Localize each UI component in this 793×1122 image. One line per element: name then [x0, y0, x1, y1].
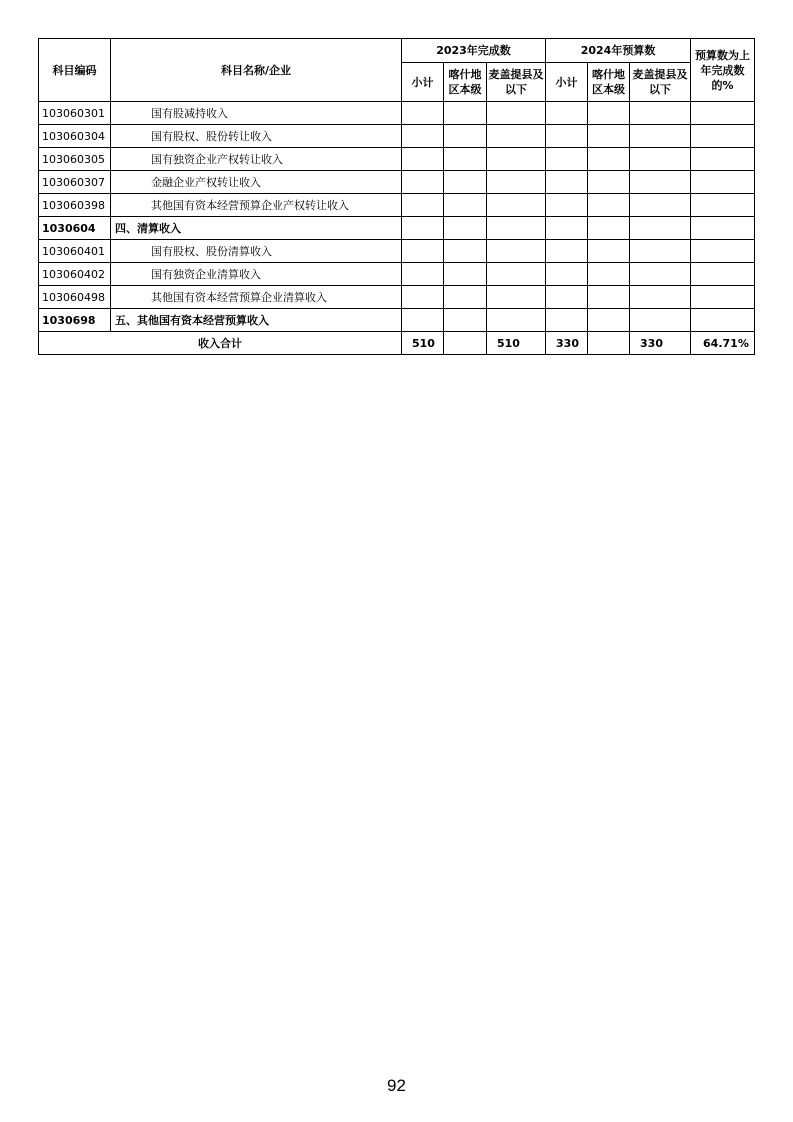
row-code: 1030604: [39, 217, 111, 240]
row-code: 1030698: [39, 309, 111, 332]
cell: [487, 309, 546, 332]
table-row: [39, 217, 755, 240]
table-row: [39, 240, 755, 263]
row-name: 四、清算收入: [111, 217, 402, 240]
cell: [402, 125, 444, 148]
header-code: 科目编码: [39, 39, 111, 102]
cell: [444, 309, 487, 332]
cell: [444, 194, 487, 217]
cell: [487, 125, 546, 148]
table-row: [39, 286, 755, 309]
table-row: [39, 309, 755, 332]
cell: [691, 217, 755, 240]
cell: [630, 286, 691, 309]
row-name: 其他国有资本经营预算企业产权转让收入: [111, 194, 402, 217]
cell: [691, 148, 755, 171]
row-code: 103060301: [39, 102, 111, 125]
cell: [630, 194, 691, 217]
cell: [444, 171, 487, 194]
row-code: 103060401: [39, 240, 111, 263]
cell: [588, 102, 630, 125]
cell: [487, 286, 546, 309]
cell: [588, 171, 630, 194]
row-name: 金融企业产权转让收入: [111, 171, 402, 194]
cell: [444, 240, 487, 263]
row-name: 国有独资企业清算收入: [111, 263, 402, 286]
cell: [630, 102, 691, 125]
header-2024-kashgar: 喀什地区本级: [588, 63, 630, 102]
cell: [588, 240, 630, 263]
cell: [402, 240, 444, 263]
cell: [487, 217, 546, 240]
cell: [588, 263, 630, 286]
header-2023-subtotal: 小计: [402, 63, 444, 102]
cell: [402, 102, 444, 125]
page-number: 92: [387, 1076, 406, 1095]
header-pct: 预算数为上年完成数的%: [691, 39, 755, 102]
cell: [444, 102, 487, 125]
row-name: 国有股权、股份清算收入: [111, 240, 402, 263]
cell: [402, 171, 444, 194]
header-2023-maigaiti: 麦盖提县及以下: [487, 63, 546, 102]
table-row: [39, 148, 755, 171]
budget-table: [38, 38, 755, 355]
row-code: 103060304: [39, 125, 111, 148]
header-name: 科目名称/企业: [111, 39, 402, 102]
cell: [588, 148, 630, 171]
row-name: 国有独资企业产权转让收入: [111, 148, 402, 171]
cell: [630, 171, 691, 194]
cell: [588, 286, 630, 309]
total-2024-subtotal: 330: [546, 332, 588, 355]
cell: [691, 102, 755, 125]
header-2024: 2024年预算数: [546, 39, 691, 63]
cell: [402, 148, 444, 171]
cell: [630, 240, 691, 263]
table-row: [39, 171, 755, 194]
cell: [588, 194, 630, 217]
cell: [444, 148, 487, 171]
cell: [444, 217, 487, 240]
cell: [444, 125, 487, 148]
cell: [402, 309, 444, 332]
cell: [691, 125, 755, 148]
cell: [444, 263, 487, 286]
total-2023-subtotal: 510: [402, 332, 444, 355]
cell: [630, 263, 691, 286]
row-name: 其他国有资本经营预算企业清算收入: [111, 286, 402, 309]
cell: [546, 102, 588, 125]
cell: [546, 309, 588, 332]
table-row: [39, 263, 755, 286]
header-2024-subtotal: 小计: [546, 63, 588, 102]
header-2023-kashgar: 喀什地区本级: [444, 63, 487, 102]
total-2023-maigaiti: 510: [487, 332, 546, 355]
row-name: 国有股减持收入: [111, 102, 402, 125]
cell: [546, 240, 588, 263]
header-2023: 2023年完成数: [402, 39, 546, 63]
total-row: [39, 332, 755, 355]
cell: [487, 102, 546, 125]
row-code: 103060305: [39, 148, 111, 171]
row-name: 五、其他国有资本经营预算收入: [111, 309, 402, 332]
cell: [546, 194, 588, 217]
row-name: 国有股权、股份转让收入: [111, 125, 402, 148]
row-code: 103060498: [39, 286, 111, 309]
table-row: [39, 102, 755, 125]
cell: [546, 125, 588, 148]
cell: [546, 217, 588, 240]
total-label: 收入合计: [39, 332, 402, 355]
cell: [630, 148, 691, 171]
cell: [402, 217, 444, 240]
cell: [546, 263, 588, 286]
cell: [487, 194, 546, 217]
cell: [691, 240, 755, 263]
cell: [630, 309, 691, 332]
cell: [691, 309, 755, 332]
cell: [691, 263, 755, 286]
cell: [487, 148, 546, 171]
cell: [588, 309, 630, 332]
total-2024-maigaiti: 330: [630, 332, 691, 355]
cell: [546, 171, 588, 194]
cell: [402, 263, 444, 286]
cell: [691, 286, 755, 309]
cell: [487, 171, 546, 194]
table-row: [39, 194, 755, 217]
total-2023-kashgar: [444, 332, 487, 355]
cell: [546, 148, 588, 171]
cell: [402, 286, 444, 309]
total-2024-kashgar: [588, 332, 630, 355]
cell: [588, 217, 630, 240]
cell: [630, 125, 691, 148]
cell: [402, 194, 444, 217]
cell: [487, 240, 546, 263]
cell: [630, 217, 691, 240]
header-2024-maigaiti: 麦盖提县及以下: [630, 63, 691, 102]
cell: [588, 125, 630, 148]
total-pct: 64.71%: [691, 332, 755, 355]
row-code: 103060398: [39, 194, 111, 217]
row-code: 103060307: [39, 171, 111, 194]
cell: [444, 286, 487, 309]
row-code: 103060402: [39, 263, 111, 286]
cell: [691, 171, 755, 194]
cell: [691, 194, 755, 217]
cell: [487, 263, 546, 286]
cell: [546, 286, 588, 309]
table-row: [39, 125, 755, 148]
